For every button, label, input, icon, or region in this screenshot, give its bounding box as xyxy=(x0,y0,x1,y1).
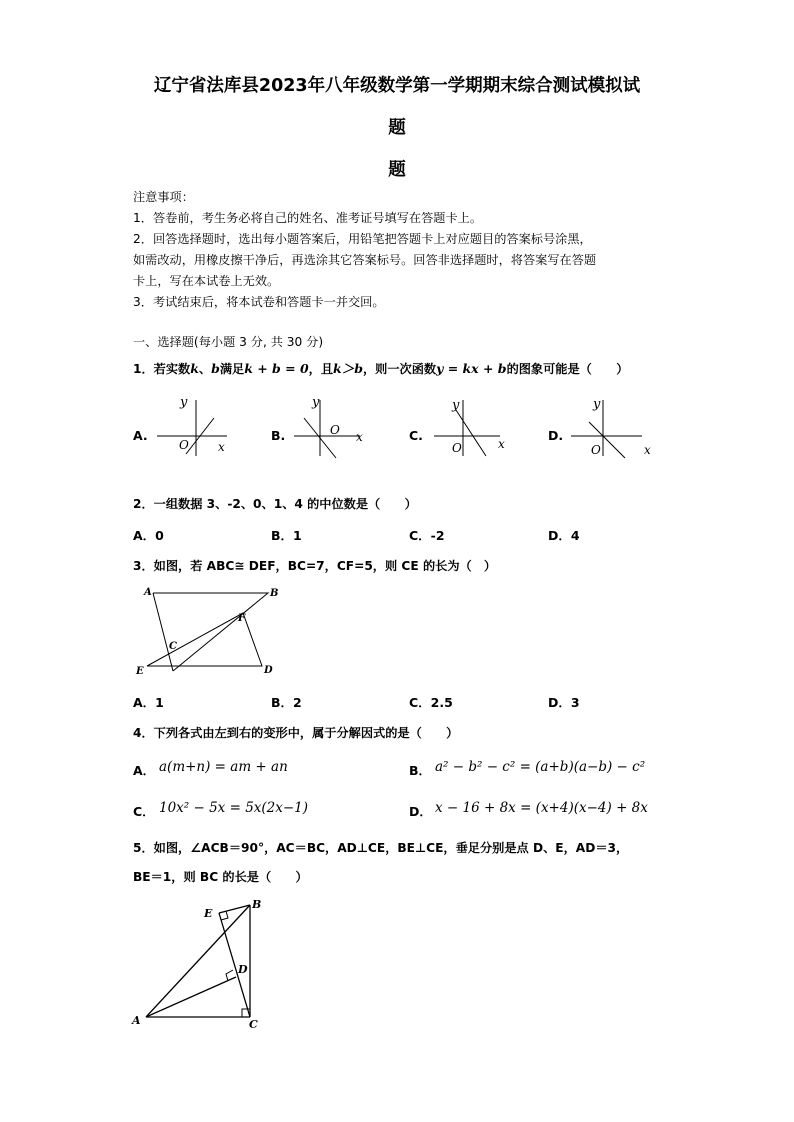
q1-stem xyxy=(133,359,628,377)
q1-option-a-label: A. xyxy=(133,428,148,443)
label-b: B xyxy=(270,588,279,599)
segment-ad xyxy=(146,977,236,1017)
q1-text-3: ，且 xyxy=(308,362,334,376)
segment-ab xyxy=(146,905,250,1017)
label-e: E xyxy=(136,666,144,677)
y-axis-label: y xyxy=(593,397,601,412)
x-axis-label: x xyxy=(356,430,363,444)
q5-stem-line1: 5．如图，∠ACB＝90°，AC＝BC，AD⊥CE，BE⊥CE，垂足分别是点 D、E，AD＝3， xyxy=(133,841,629,855)
label-a: A xyxy=(132,1014,141,1027)
q1-text-2: 满足 xyxy=(219,362,245,376)
q4-option-d-label: D． xyxy=(409,804,432,819)
notice-heading: 注意事项： xyxy=(133,190,194,204)
notice-item-2c: 卡上，写在本试卷上无效。 xyxy=(133,274,280,288)
q1-text-4: ，则一次函数 xyxy=(362,362,437,376)
q2-stem: 2．一组数据 3、-2、0、1、4 的中位数是（ ） xyxy=(133,497,417,511)
y-axis-label: y xyxy=(452,398,460,413)
section-heading: 一、选择题(每小题 3 分, 共 30 分) xyxy=(133,335,324,349)
x-axis-label: x xyxy=(644,443,651,457)
q4-stem: 4．下列各式由左到右的变形中，属于分解因式的是（ ） xyxy=(133,726,459,740)
doc-title-line1: 辽宁省法库县2023年八年级数学第一学期期末综合测试模拟试 xyxy=(153,76,641,96)
q1-graph-a xyxy=(152,392,242,466)
q2-option-b: B．1 xyxy=(271,528,302,543)
notice-item-2b: 如需改动，用橡皮擦干净后，再选涂其它答案标号。回答非选择题时，将答案写在答题 xyxy=(133,253,597,267)
q1-var-k: k xyxy=(190,361,199,376)
label-c: C xyxy=(169,641,177,652)
q1-function: y = kx + b xyxy=(436,361,507,376)
q1-text-1: 1．若实数 xyxy=(133,362,191,376)
q1-graph-c xyxy=(430,392,520,466)
q2-option-a: A．0 xyxy=(133,528,164,543)
q3-option-a: A．1 xyxy=(133,695,164,710)
doc-title-line2: 题 xyxy=(388,118,406,138)
origin-label: O xyxy=(330,423,340,437)
q4-option-c-expr: 10x² − 5x = 5x(2x−1) xyxy=(159,800,309,816)
segment-eb xyxy=(219,905,250,913)
x-axis-label: x xyxy=(498,437,505,451)
label-f: F xyxy=(238,613,246,624)
origin-label: O xyxy=(452,441,462,455)
q4-option-b-label: B． xyxy=(409,763,432,778)
q3-figure xyxy=(133,583,293,687)
q1-option-c-label: C. xyxy=(409,428,423,443)
q5-stem-line2: BE＝1，则 BC 的长是（ ） xyxy=(133,870,308,884)
q1-text-5: 的图象可能是（ ） xyxy=(506,362,629,376)
label-c: C xyxy=(249,1018,258,1031)
q1-graph-b xyxy=(290,392,380,466)
notice-item-2a: 2．回答选择题时，选出每小题答案后，用铅笔把答题卡上对应题目的答案标号涂黑， xyxy=(133,232,592,246)
label-e: E xyxy=(204,907,213,920)
y-axis-label: y xyxy=(180,395,188,410)
label-d: D xyxy=(264,665,273,676)
origin-label: O xyxy=(591,443,601,457)
q1-condition-compare: k＞b xyxy=(333,361,363,376)
notice-item-3: 3．考试结束后，将本试卷和答题卡一并交回。 xyxy=(133,295,385,309)
q1-sep: 、 xyxy=(198,362,212,376)
q4-option-c-label: C． xyxy=(133,804,155,819)
q3-option-c: C．2.5 xyxy=(409,695,453,710)
label-a: A xyxy=(144,587,152,598)
q1-var-b: b xyxy=(211,361,220,376)
origin-label: O xyxy=(179,438,189,452)
q5-figure xyxy=(130,895,280,1039)
q1-condition-sum: k + b = 0 xyxy=(244,361,309,376)
q3-option-d: D．3 xyxy=(548,695,580,710)
doc-title-line3: 题 xyxy=(388,160,406,180)
q3-option-b: B．2 xyxy=(271,695,302,710)
notice-item-1: 1．答卷前，考生务必将自己的姓名、准考证号填写在答题卡上。 xyxy=(133,211,483,225)
q1-option-b-label: B. xyxy=(271,428,286,443)
q2-option-c: C．-2 xyxy=(409,528,445,543)
label-d: D xyxy=(238,963,248,976)
q2-option-d: D．4 xyxy=(548,528,580,543)
q4-option-a-label: A． xyxy=(133,763,156,778)
q3-stem: 3．如图，若 ABC≅ DEF，BC=7，CF=5，则 CE 的长为（ ） xyxy=(133,559,497,573)
q4-option-b-expr: a² − b² − c² = (a+b)(a−b) − c² xyxy=(435,759,646,775)
q4-option-a-expr: a(m+n) = am + an xyxy=(159,759,288,775)
y-axis-label: y xyxy=(312,395,320,410)
x-axis-label: x xyxy=(218,440,225,454)
segment-ac xyxy=(153,593,173,671)
q1-graph-d xyxy=(567,392,657,468)
label-b: B xyxy=(252,898,262,911)
q4-option-d-expr: x − 16 + 8x = (x+4)(x−4) + 8x xyxy=(435,800,648,816)
q1-option-d-label: D. xyxy=(548,428,564,443)
